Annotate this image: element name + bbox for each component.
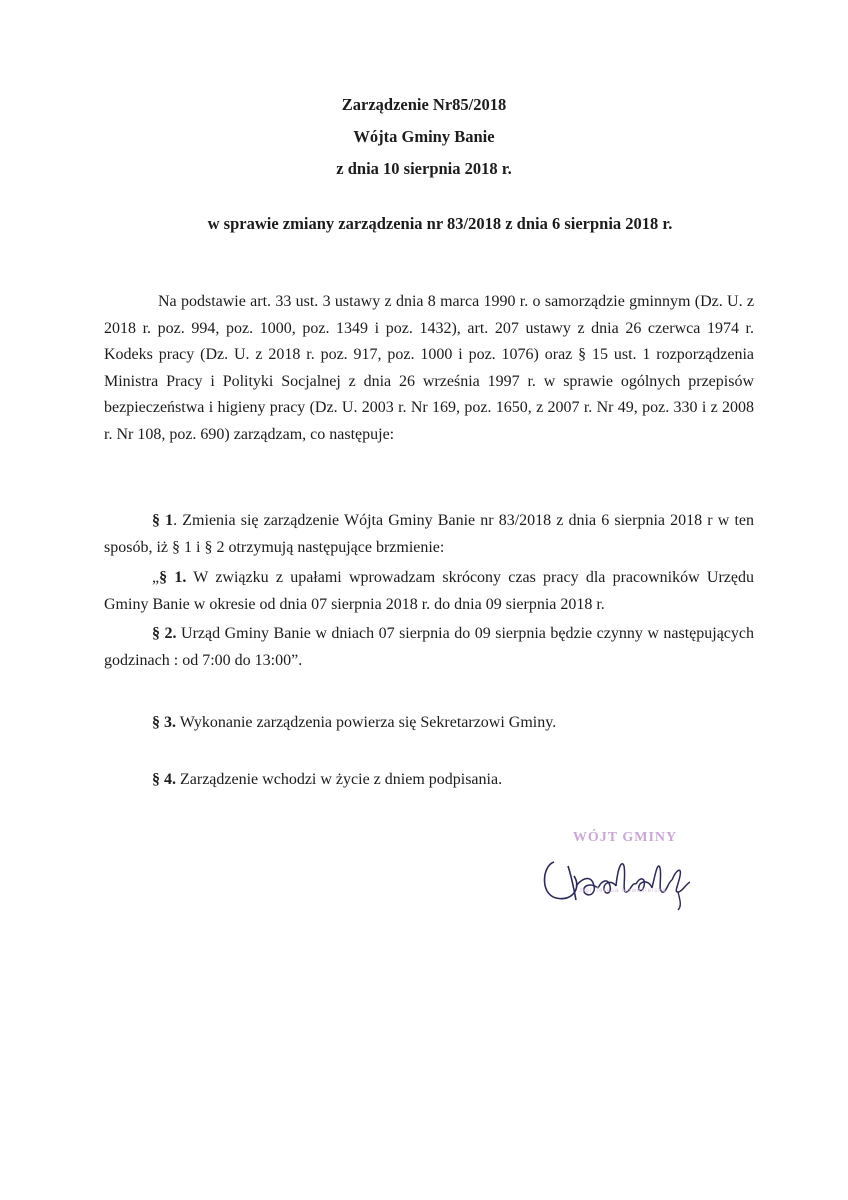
opening-quote: „ bbox=[152, 569, 160, 586]
paragraph-mark: § 1 bbox=[152, 512, 174, 529]
paragraph-3 bbox=[104, 710, 754, 737]
paragraph-4 bbox=[104, 767, 754, 794]
paragraph-mark: § 3. bbox=[152, 714, 176, 731]
paragraph-text: . Zmienia się zarządzenie Wójta Gminy Banie nr 83/2018 z dnia 6 sierpnia 2018 r w ten sposób, iż § 1 i § 2 otrzymują następujące brzmienie: bbox=[104, 512, 755, 556]
document-title: Zarządzenie Nr85/2018 bbox=[341, 95, 507, 114]
paragraph-text: Urząd Gminy Banie w dniach 07 sierpnia do 09 sierpnia będzie czynny w następujących godzinach : od 7:00 do 13:00”. bbox=[104, 625, 755, 669]
date-line: z dnia 10 sierpnia 2018 r. bbox=[336, 159, 512, 178]
preamble-paragraph: Na podstawie art. 33 ust. 3 ustawy z dnia 8 marca 1990 r. o samorządzie gminnym (Dz. U. z 2018 r. poz. 994, poz. 1000, poz. 1349 i poz. 1432), art. 207 ustawy z dnia 26 czerwca 1974 r. Kodeks pracy (Dz. U. z 2018 r. poz. 917, poz. 1000 i poz. 1076) oraz § 15 ust. 1 rozporządzenia Ministra Pracy i Polityki Socjalnej z dnia 26 września 1997 r. w sprawie ogólnych przepisów bezpieczeństwa i higieny pracy (Dz. U. 2003 r. Nr 169, poz. 1650, z 2007 r. Nr 49, poz. 330 i z 2008 r. Nr 108, poz. 690) zarządzam, co następuje: bbox=[104, 293, 754, 443]
stamp-text: WÓJT GMINY bbox=[572, 830, 678, 845]
paragraph-text: Zarządzenie wchodzi w życie z dniem podpisania. bbox=[176, 771, 503, 788]
paragraph-text: W związku z upałami wprowadzam skrócony czas pracy dla pracowników Urzędu Gminy Banie w okresie od dnia 07 sierpnia 2018 r. do dnia 09 sierpnia 2018 r. bbox=[104, 569, 755, 613]
official-stamp bbox=[538, 828, 698, 908]
quoted-paragraph-1 bbox=[104, 565, 754, 618]
subject-line: w sprawie zmiany zarządzenia nr 83/2018 z dnia 6 sierpnia 2018 r. bbox=[207, 214, 673, 233]
paragraph-text: Wykonanie zarządzenia powierza się Sekretarzowi Gminy. bbox=[176, 714, 557, 731]
issuer-line: Wójta Gminy Banie bbox=[353, 127, 495, 146]
paragraph-1 bbox=[104, 508, 754, 561]
paragraph-mark: § 4. bbox=[152, 771, 176, 788]
paragraph-mark: § 1. bbox=[159, 569, 187, 586]
stamp-subtext: mgr Teresa Nowosielska bbox=[579, 888, 667, 894]
quoted-paragraph-2 bbox=[104, 621, 754, 674]
handwritten-signature bbox=[538, 836, 698, 916]
paragraph-mark: § 2. bbox=[152, 625, 177, 642]
